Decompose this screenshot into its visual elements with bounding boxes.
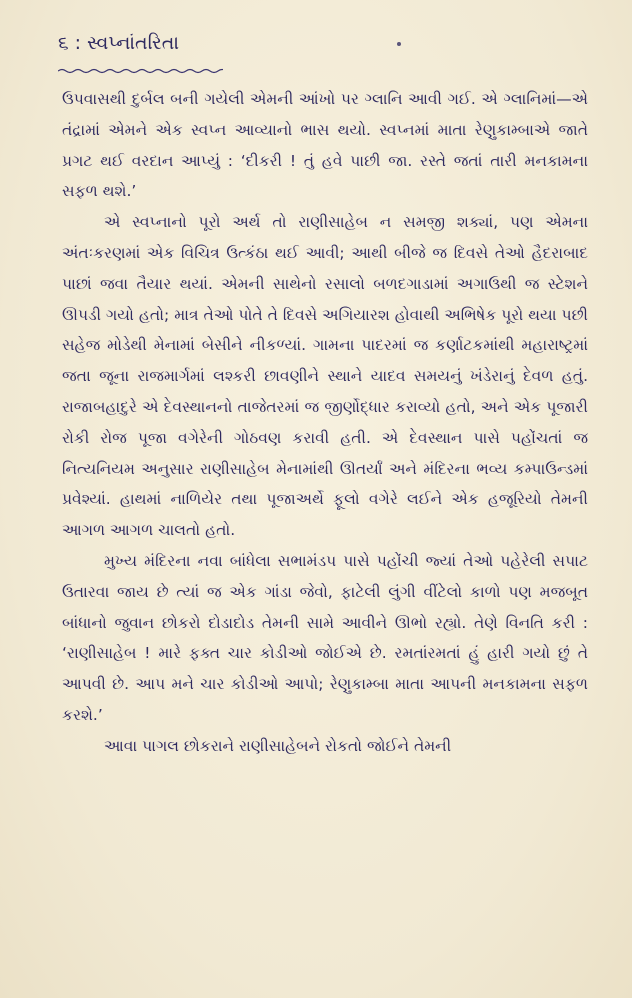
body-text [62,84,588,762]
decorative-wavy-rule [58,68,223,74]
paragraph-1: ઉપવાસથી દુર્બલ બની ગયેલી એમની આંખો પર ગ્લાનિ આવી ગઈ. એ ગ્લાનિમાં—એ તંદ્રામાં એમને એક સ્વપ્ન આવ્યાનો ભાસ થયો. સ્વપ્નમાં માતા રેણુકામ્બાએ જાતે પ્રગટ થઈ વરદાન આપ્યું : ‘દીકરી ! તું હવે પાછી જા. રસ્તે જતાં તારી મનકામના સફળ થશે.’ [62,90,588,201]
running-header [58,32,179,54]
paragraph-3: મુખ્ય મંદિરના નવા બાંધેલા સભામંડપ પાસે પહોંચી જ્યાં તેઓ પહેરેલી સપાટ ઉતારવા જાય છે ત્યાં જ એક ગાંડા જેવો, ફાટેલી લુંગી વીંટેલો કાળો પણ મજબૂત બાંધાનો જુવાન છોકરો દોડાદોડ તેમની સામે આવીને ઊભો રહ્યો. તેણે વિનતિ કરી : ‘રાણીસાહેબ ! મારે ફક્ત ચાર કોડીઓ જોઈએ છે. રમતાંરમતાં હું હારી ગયો છું તે આપવી છે. આપ મને ચાર કોડીઓ આપો; રેણુકામ્બા માતા આપની મનકામના સફળ કરશે.’ [62,551,588,724]
paragraph-4: આવા પાગલ છોકરાને રાણીસાહેબને રોકતો જોઈને તેમની [104,736,452,755]
paper-spot [397,42,401,46]
paragraph-2: એ સ્વપ્નાનો પૂરો અર્થ તો રાણીસાહેબ ન સમજી શક્યાં, પણ એમના અંતઃકરણમાં એક વિચિત્ર ઉત્કંઠા થઈ આવી; આથી બીજે જ દિવસે તેઓ હૈદરાબાદ પાછાં જવા તૈયાર થયાં. એમની સાથેનો રસાલો બળદગાડામાં અગાઉથી જ સ્ટેશને ઊપડી ગયો હતો; માત્ર તેઓ પોતે તે દિવસે અગિયારશ હોવાથી અભિષેક પૂરો થયા પછી સહેજ મોડેથી મેનામાં બેસીને નીકળ્યાં. ગામના પાદરમાં જ કર્ણાટકમાંથી મહારાષ્ટ્રમાં જતા જૂના રાજમાર્ગમાં લશ્કરી છાવણીને સ્થાને યાદવ સમયનું ખંડેરાનું દેવળ હતું. રાજાબહાદુરે એ દેવસ્થાનનો તાજેતરમાં જ જીર્ણોદ્ધાર કરાવ્યો હતો, અને એક પૂજારી રોકી રોજ પૂજા વગેરેની ગોઠવણ કરાવી હતી. એ દેવસ્થાન પાસે પહોંચતાં જ નિત્યનિયમ અનુસાર રાણીસાહેબ મેનામાંથી ઊતર્યાં અને મંદિરના ભવ્ય કમ્પાઉન્ડમાં પ્રવેશ્યાં. હાથમાં નાળિયેર તથા પૂજાઅર્થે ફૂલો વગેરે લઈને એક હજૂરિયો તેમની આગળ આગળ ચાલતો હતો. [62,213,588,540]
page-number: ૬ [58,32,69,54]
running-title: સ્વપ્નાંતરિતા [87,32,179,54]
header-separator: : [74,32,82,54]
